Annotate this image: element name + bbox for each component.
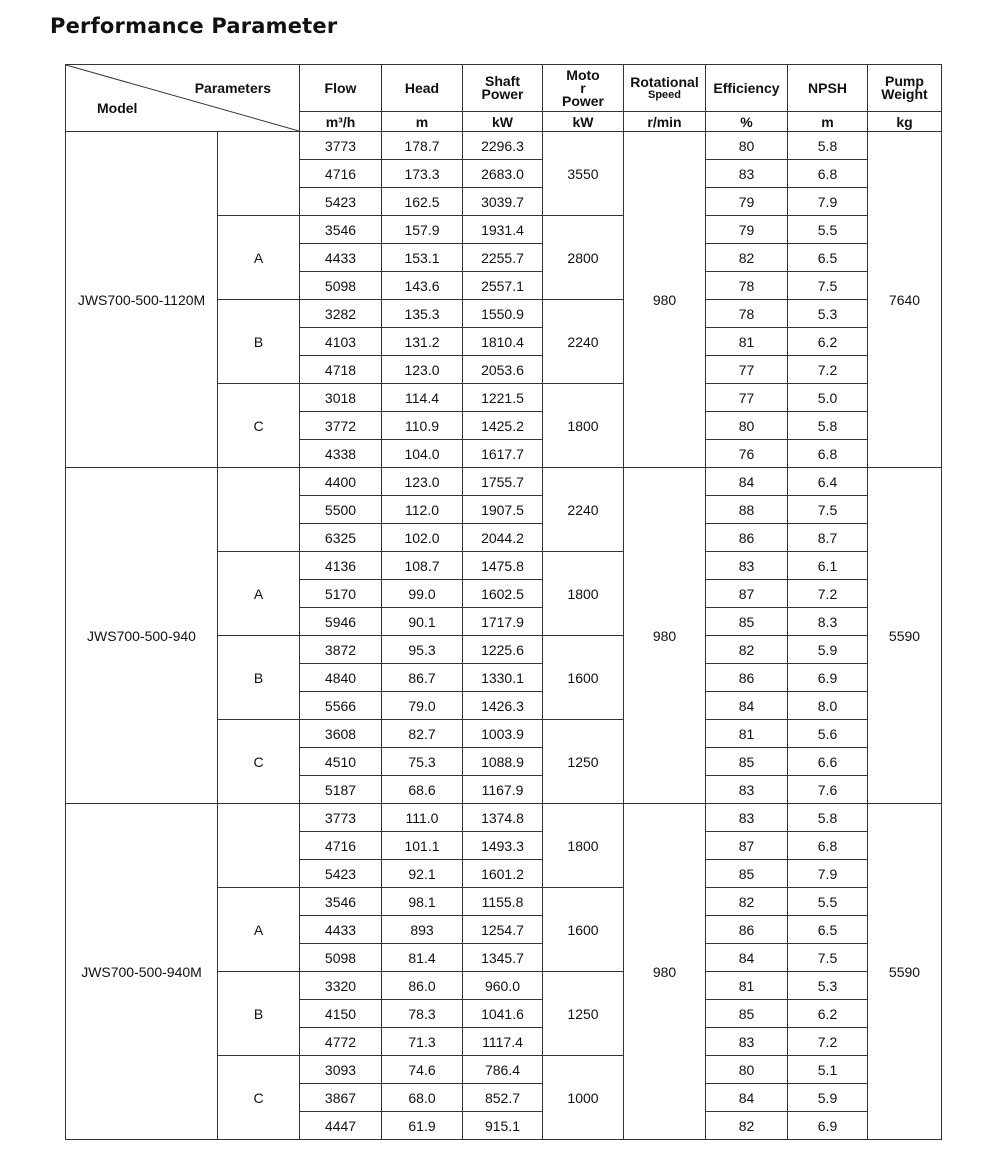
head-cell: 162.5: [382, 188, 463, 216]
flow-cell: 5566: [300, 692, 382, 720]
flow-cell: 4772: [300, 1028, 382, 1056]
npsh-cell: 7.2: [788, 1028, 868, 1056]
npsh-cell: 6.8: [788, 160, 868, 188]
motor-power-cell: 3550: [543, 132, 624, 216]
shaft-power-cell: 1717.9: [463, 608, 543, 636]
shaft-power-cell: 2557.1: [463, 272, 543, 300]
shaft-power-cell: 1003.9: [463, 720, 543, 748]
efficiency-cell: 87: [706, 832, 788, 860]
head-cell: 153.1: [382, 244, 463, 272]
efficiency-cell: 83: [706, 804, 788, 832]
flow-cell: 4103: [300, 328, 382, 356]
variant-label-cell: C: [218, 1056, 300, 1140]
head-cell: 75.3: [382, 748, 463, 776]
column-header-motor-power: [543, 65, 624, 112]
head-cell: 71.3: [382, 1028, 463, 1056]
model-label: Model: [97, 100, 138, 116]
table-body: [66, 132, 942, 1140]
flow-cell: 3093: [300, 1056, 382, 1084]
variant-label-cell: A: [218, 888, 300, 972]
variant-label-cell: [218, 132, 300, 216]
efficiency-cell: 80: [706, 412, 788, 440]
flow-cell: 4400: [300, 468, 382, 496]
flow-cell: 3773: [300, 804, 382, 832]
motor-power-cell: 1250: [543, 972, 624, 1056]
head-cell: 123.0: [382, 468, 463, 496]
flow-cell: 3546: [300, 216, 382, 244]
model-name-cell: JWS700-500-940: [66, 468, 218, 804]
head-cell: 98.1: [382, 888, 463, 916]
head-cell: 102.0: [382, 524, 463, 552]
efficiency-cell: 85: [706, 608, 788, 636]
npsh-cell: 6.2: [788, 328, 868, 356]
page-title: Performance Parameter: [50, 14, 338, 38]
efficiency-cell: 84: [706, 1084, 788, 1112]
shaft-power-cell: 1167.9: [463, 776, 543, 804]
motor-power-cell: 1000: [543, 1056, 624, 1140]
model-name-cell: JWS700-500-940M: [66, 804, 218, 1140]
flow-cell: 4433: [300, 244, 382, 272]
column-unit-rotational-speed: r/min: [624, 112, 706, 132]
column-unit-npsh: m: [788, 112, 868, 132]
column-header-rotational-speed: [624, 65, 706, 112]
npsh-cell: 5.8: [788, 132, 868, 160]
head-cell: 135.3: [382, 300, 463, 328]
efficiency-cell: 84: [706, 692, 788, 720]
head-cell: 74.6: [382, 1056, 463, 1084]
shaft-power-cell: 852.7: [463, 1084, 543, 1112]
column-header-flow: [300, 65, 382, 112]
efficiency-cell: 80: [706, 1056, 788, 1084]
shaft-power-cell: 1493.3: [463, 832, 543, 860]
efficiency-cell: 88: [706, 496, 788, 524]
shaft-power-cell: 1617.7: [463, 440, 543, 468]
column-unit-flow: m³/h: [300, 112, 382, 132]
npsh-cell: 6.5: [788, 244, 868, 272]
flow-cell: 5946: [300, 608, 382, 636]
head-cell: 92.1: [382, 860, 463, 888]
head-cell: 86.0: [382, 972, 463, 1000]
npsh-cell: 5.1: [788, 1056, 868, 1084]
model-name-cell: JWS700-500-1120M: [66, 132, 218, 468]
npsh-cell: 7.5: [788, 944, 868, 972]
parameters-label: Parameters: [194, 80, 271, 96]
shaft-power-cell: 915.1: [463, 1112, 543, 1140]
efficiency-cell: 77: [706, 356, 788, 384]
head-cell: 90.1: [382, 608, 463, 636]
efficiency-cell: 79: [706, 188, 788, 216]
flow-cell: 5500: [300, 496, 382, 524]
shaft-power-cell: 1810.4: [463, 328, 543, 356]
head-cell: 78.3: [382, 1000, 463, 1028]
shaft-power-cell: 1041.6: [463, 1000, 543, 1028]
npsh-cell: 8.0: [788, 692, 868, 720]
head-cell: 112.0: [382, 496, 463, 524]
npsh-cell: 7.6: [788, 776, 868, 804]
shaft-power-cell: 1088.9: [463, 748, 543, 776]
efficiency-cell: 81: [706, 328, 788, 356]
variant-label-cell: A: [218, 552, 300, 636]
rotational-speed-cell: 980: [624, 132, 706, 468]
efficiency-cell: 79: [706, 216, 788, 244]
efficiency-cell: 84: [706, 944, 788, 972]
flow-cell: 5423: [300, 188, 382, 216]
npsh-cell: 5.3: [788, 300, 868, 328]
head-cell: 157.9: [382, 216, 463, 244]
shaft-power-cell: 1254.7: [463, 916, 543, 944]
table-row: [66, 804, 942, 832]
column-unit-head: m: [382, 112, 463, 132]
npsh-cell: 6.6: [788, 748, 868, 776]
npsh-cell: 5.9: [788, 636, 868, 664]
rotational-speed-cell: 980: [624, 804, 706, 1140]
variant-label-cell: C: [218, 720, 300, 804]
column-unit-pump-weight: kg: [868, 112, 942, 132]
npsh-cell: 7.9: [788, 860, 868, 888]
npsh-cell: 7.9: [788, 188, 868, 216]
head-cell: 131.2: [382, 328, 463, 356]
shaft-power-cell: 2053.6: [463, 356, 543, 384]
npsh-cell: 6.2: [788, 1000, 868, 1028]
shaft-power-cell: 1931.4: [463, 216, 543, 244]
npsh-cell: 5.5: [788, 216, 868, 244]
column-header-text: Shaft: [485, 73, 520, 89]
npsh-cell: 6.9: [788, 1112, 868, 1140]
motor-power-cell: 1600: [543, 636, 624, 720]
efficiency-cell: 82: [706, 888, 788, 916]
npsh-cell: 5.8: [788, 804, 868, 832]
efficiency-cell: 82: [706, 1112, 788, 1140]
efficiency-cell: 81: [706, 972, 788, 1000]
flow-cell: 4338: [300, 440, 382, 468]
column-header-text: Weight: [881, 86, 928, 102]
efficiency-cell: 78: [706, 300, 788, 328]
shaft-power-cell: 1345.7: [463, 944, 543, 972]
variant-label-cell: C: [218, 384, 300, 468]
efficiency-cell: 83: [706, 552, 788, 580]
head-cell: 123.0: [382, 356, 463, 384]
column-header-text: Speed: [647, 88, 681, 101]
flow-cell: 3772: [300, 412, 382, 440]
head-cell: 68.0: [382, 1084, 463, 1112]
shaft-power-cell: 1330.1: [463, 664, 543, 692]
npsh-cell: 5.8: [788, 412, 868, 440]
column-header-text: Pump: [885, 73, 924, 89]
efficiency-cell: 83: [706, 160, 788, 188]
efficiency-cell: 84: [706, 468, 788, 496]
performance-table: [65, 64, 942, 1140]
efficiency-cell: 81: [706, 720, 788, 748]
flow-cell: 3018: [300, 384, 382, 412]
shaft-power-cell: 1602.5: [463, 580, 543, 608]
flow-cell: 4150: [300, 1000, 382, 1028]
column-header-text: Power: [561, 92, 604, 109]
pump-weight-cell: 7640: [868, 132, 942, 468]
shaft-power-cell: 1550.9: [463, 300, 543, 328]
head-cell: 95.3: [382, 636, 463, 664]
column-header-text: Head: [404, 80, 440, 96]
shaft-power-cell: 960.0: [463, 972, 543, 1000]
efficiency-cell: 85: [706, 1000, 788, 1028]
npsh-cell: 5.0: [788, 384, 868, 412]
npsh-cell: 6.1: [788, 552, 868, 580]
flow-cell: 3282: [300, 300, 382, 328]
motor-power-cell: 1600: [543, 888, 624, 972]
flow-cell: 3872: [300, 636, 382, 664]
npsh-cell: 5.3: [788, 972, 868, 1000]
efficiency-cell: 82: [706, 636, 788, 664]
npsh-cell: 6.5: [788, 916, 868, 944]
flow-cell: 4840: [300, 664, 382, 692]
motor-power-cell: 2240: [543, 300, 624, 384]
flow-cell: 3867: [300, 1084, 382, 1112]
shaft-power-cell: 1374.8: [463, 804, 543, 832]
shaft-power-cell: 2683.0: [463, 160, 543, 188]
table-row: [66, 468, 942, 496]
shaft-power-cell: 1155.8: [463, 888, 543, 916]
column-header-text: Flow: [324, 80, 357, 96]
column-unit-motor-power: kW: [543, 112, 624, 132]
shaft-power-cell: 2296.3: [463, 132, 543, 160]
npsh-cell: 7.5: [788, 496, 868, 524]
flow-cell: 4433: [300, 916, 382, 944]
efficiency-cell: 87: [706, 580, 788, 608]
shaft-power-cell: 1425.2: [463, 412, 543, 440]
efficiency-cell: 78: [706, 272, 788, 300]
efficiency-cell: 82: [706, 244, 788, 272]
variant-label-cell: B: [218, 636, 300, 720]
table-header: [66, 65, 942, 132]
diagonal-divider: [66, 65, 299, 131]
shaft-power-cell: 1221.5: [463, 384, 543, 412]
column-header-npsh: [788, 65, 868, 112]
flow-cell: 4716: [300, 832, 382, 860]
motor-power-cell: 2240: [543, 468, 624, 552]
efficiency-cell: 86: [706, 664, 788, 692]
flow-cell: 5423: [300, 860, 382, 888]
rotational-speed-cell: 980: [624, 468, 706, 804]
head-cell: 114.4: [382, 384, 463, 412]
flow-cell: 4510: [300, 748, 382, 776]
npsh-cell: 6.8: [788, 440, 868, 468]
variant-label-cell: [218, 804, 300, 888]
flow-cell: 3773: [300, 132, 382, 160]
motor-power-cell: 1250: [543, 720, 624, 804]
shaft-power-cell: 1907.5: [463, 496, 543, 524]
flow-cell: 3320: [300, 972, 382, 1000]
head-cell: 893: [382, 916, 463, 944]
shaft-power-cell: 786.4: [463, 1056, 543, 1084]
npsh-cell: 7.2: [788, 580, 868, 608]
column-header-text: r: [580, 79, 586, 96]
flow-cell: 4718: [300, 356, 382, 384]
head-cell: 99.0: [382, 580, 463, 608]
npsh-cell: 5.5: [788, 888, 868, 916]
efficiency-cell: 83: [706, 1028, 788, 1056]
npsh-cell: 6.8: [788, 832, 868, 860]
variant-label-cell: B: [218, 300, 300, 384]
head-cell: 104.0: [382, 440, 463, 468]
motor-power-cell: 1800: [543, 552, 624, 636]
flow-cell: 5098: [300, 944, 382, 972]
npsh-cell: 6.9: [788, 664, 868, 692]
efficiency-cell: 76: [706, 440, 788, 468]
variant-label-cell: A: [218, 216, 300, 300]
efficiency-cell: 86: [706, 524, 788, 552]
shaft-power-cell: 1426.3: [463, 692, 543, 720]
shaft-power-cell: 1225.6: [463, 636, 543, 664]
npsh-cell: 8.7: [788, 524, 868, 552]
flow-cell: 4716: [300, 160, 382, 188]
table-row: [66, 132, 942, 160]
shaft-power-cell: 1117.4: [463, 1028, 543, 1056]
head-cell: 101.1: [382, 832, 463, 860]
flow-cell: 4136: [300, 552, 382, 580]
column-header-text: Efficiency: [713, 80, 780, 96]
shaft-power-cell: 2044.2: [463, 524, 543, 552]
head-cell: 81.4: [382, 944, 463, 972]
header-corner-cell: [66, 65, 300, 132]
flow-cell: 5187: [300, 776, 382, 804]
head-cell: 111.0: [382, 804, 463, 832]
column-unit-shaft-power: kW: [463, 112, 543, 132]
column-header-text: Moto: [566, 66, 600, 83]
flow-cell: 5170: [300, 580, 382, 608]
efficiency-cell: 85: [706, 748, 788, 776]
head-cell: 68.6: [382, 776, 463, 804]
efficiency-cell: 80: [706, 132, 788, 160]
head-cell: 143.6: [382, 272, 463, 300]
head-cell: 61.9: [382, 1112, 463, 1140]
flow-cell: 3546: [300, 888, 382, 916]
column-header-text: Rotational: [630, 73, 699, 90]
variant-label-cell: [218, 468, 300, 552]
motor-power-cell: 1800: [543, 384, 624, 468]
flow-cell: 6325: [300, 524, 382, 552]
column-header-efficiency: [706, 65, 788, 112]
head-cell: 178.7: [382, 132, 463, 160]
pump-weight-cell: 5590: [868, 804, 942, 1140]
flow-cell: 4447: [300, 1112, 382, 1140]
efficiency-cell: 83: [706, 776, 788, 804]
variant-label-cell: B: [218, 972, 300, 1056]
npsh-cell: 5.9: [788, 1084, 868, 1112]
shaft-power-cell: 1475.8: [463, 552, 543, 580]
column-unit-efficiency: %: [706, 112, 788, 132]
head-cell: 110.9: [382, 412, 463, 440]
shaft-power-cell: 1601.2: [463, 860, 543, 888]
column-header-head: [382, 65, 463, 112]
shaft-power-cell: 1755.7: [463, 468, 543, 496]
motor-power-cell: 1800: [543, 804, 624, 888]
efficiency-cell: 86: [706, 916, 788, 944]
pump-weight-cell: 5590: [868, 468, 942, 804]
flow-cell: 3608: [300, 720, 382, 748]
head-cell: 86.7: [382, 664, 463, 692]
npsh-cell: 8.3: [788, 608, 868, 636]
shaft-power-cell: 3039.7: [463, 188, 543, 216]
npsh-cell: 5.6: [788, 720, 868, 748]
head-cell: 79.0: [382, 692, 463, 720]
column-header-shaft-power: [463, 65, 543, 112]
column-header-text: NPSH: [808, 80, 847, 96]
npsh-cell: 7.5: [788, 272, 868, 300]
head-cell: 173.3: [382, 160, 463, 188]
efficiency-cell: 77: [706, 384, 788, 412]
motor-power-cell: 2800: [543, 216, 624, 300]
efficiency-cell: 85: [706, 860, 788, 888]
head-cell: 108.7: [382, 552, 463, 580]
head-cell: 82.7: [382, 720, 463, 748]
column-header-pump-weight: [868, 65, 942, 112]
column-header-text: Power: [481, 86, 524, 102]
npsh-cell: 6.4: [788, 468, 868, 496]
flow-cell: 5098: [300, 272, 382, 300]
shaft-power-cell: 2255.7: [463, 244, 543, 272]
npsh-cell: 7.2: [788, 356, 868, 384]
